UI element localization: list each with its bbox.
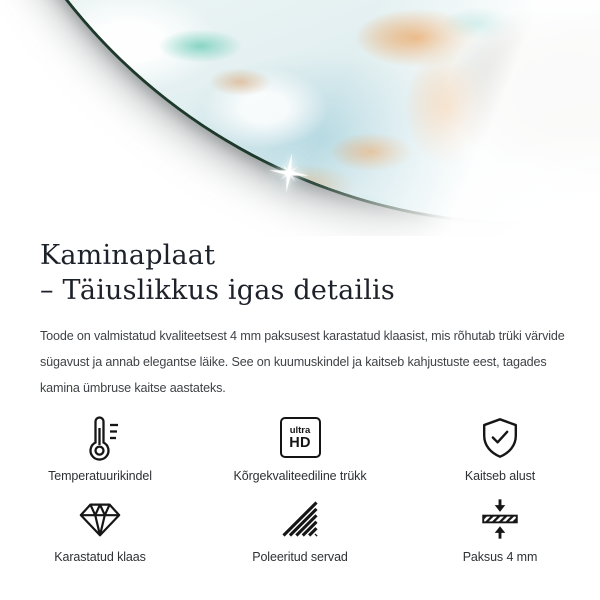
feature-label: Kõrgekvaliteediline trükk xyxy=(233,468,367,483)
diamond-icon xyxy=(76,495,124,543)
product-description: Toode on valmistatud kvaliteetsest 4 mm paksusest karastatud klaasist, mis rõhutab trüki värvide sügavust ja annab elegantse läike. See on kuumuskindel ja kaitseb kahjustuste eest, tagades kamina ümbruse kaitse aastateks. xyxy=(40,329,565,395)
feature-polished-edges xyxy=(200,495,400,564)
ultra-hd-icon: ultra HD xyxy=(280,414,321,462)
feature-label: Poleeritud servad xyxy=(252,549,348,564)
feature-thickness xyxy=(400,495,600,564)
feature-grid xyxy=(0,414,600,564)
feature-label: Paksus 4 mm xyxy=(462,549,538,564)
hero-image xyxy=(0,0,600,236)
content-section xyxy=(0,236,600,401)
feature-print-quality xyxy=(200,414,400,483)
shield-check-icon xyxy=(477,414,523,462)
thickness-icon xyxy=(477,495,523,543)
sparkle-glint-icon xyxy=(265,149,312,196)
page-title xyxy=(40,238,560,308)
feature-protects-base xyxy=(400,414,600,483)
feature-label: Kaitseb alust xyxy=(464,468,536,483)
feature-tempered-glass xyxy=(0,495,200,564)
feature-label: Karastatud klaas xyxy=(54,549,146,564)
feature-label: Temperatuurikindel xyxy=(48,468,152,483)
polished-edges-icon xyxy=(278,495,322,543)
page-title-line2: – Täiuslikkus igas detailis xyxy=(40,275,395,306)
page-title-line1: Kaminaplaat xyxy=(40,240,216,271)
feature-temperature xyxy=(0,414,200,483)
thermometer-icon xyxy=(77,414,123,462)
